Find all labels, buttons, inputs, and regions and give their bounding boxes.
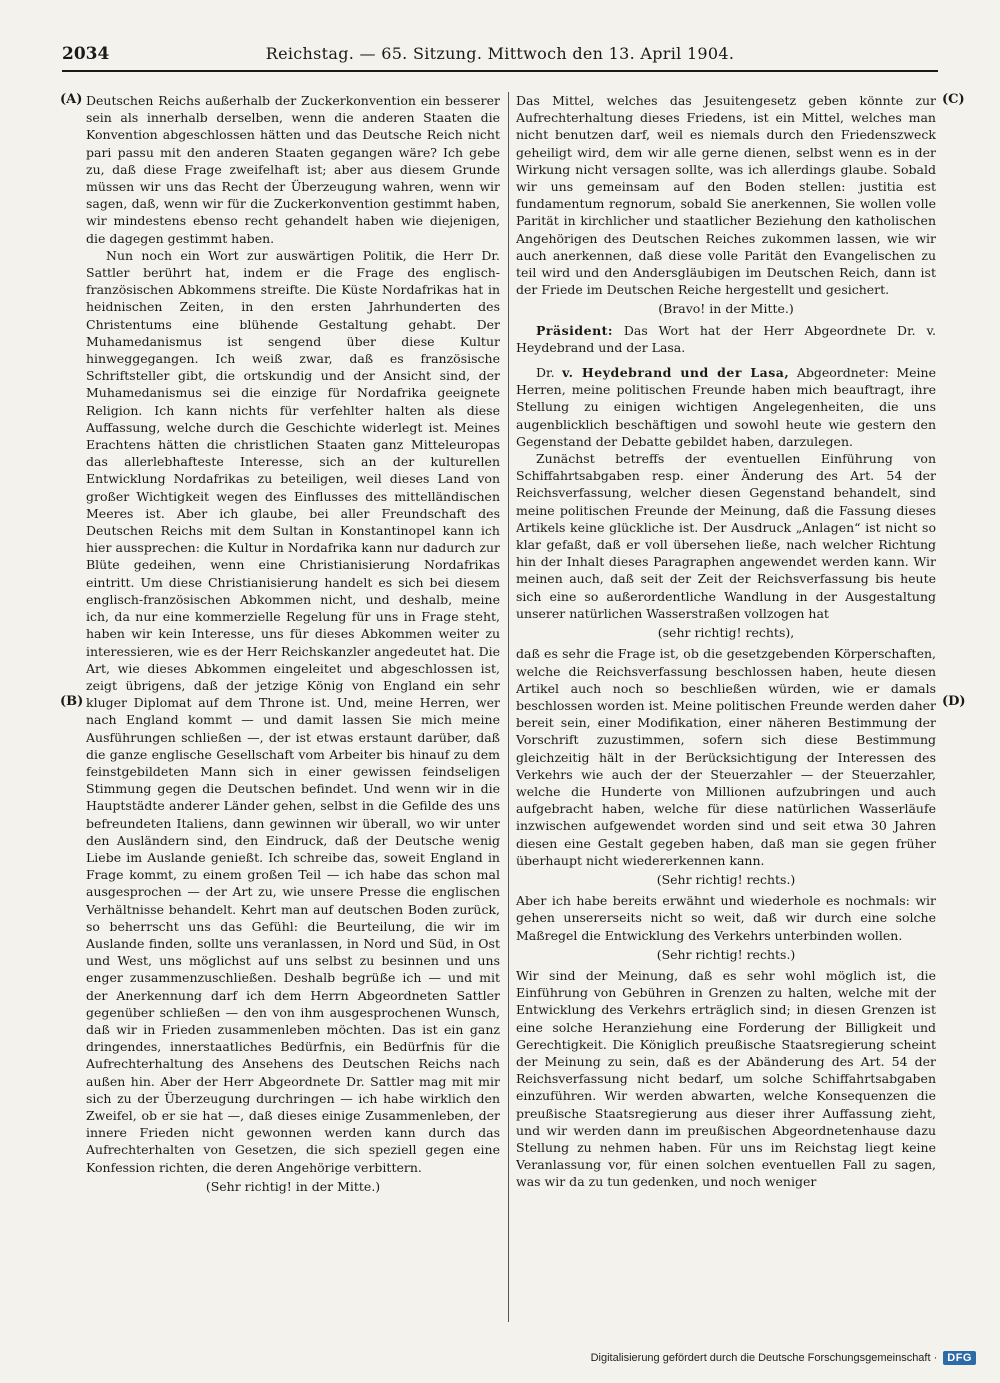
right-paragraph-1: Das Mittel, welches das Jesuitengesetz geben könnte zur Aufrechterhaltung dieses Friedens, ist ein Mittel, welches man nicht benutzen darf, weil es niemals durch den Friedenszweck geheiligt wird, dem wir alle gerne dienen, selbst wenn es in der Wirkung nicht versagen sollte, was ich allerdings glaube. Sobald wir uns gemeinsam auf den Boden stellen: justitia est fundamentum regnorum, sobald Sie anerkennen, Sie wollen volle Parität in kirchlicher und staatlicher Beziehung den katholischen Angehörigen des Deutschen Reiches zukommen lassen, wie wir auch anerkennen, daß diese volle Parität den Evangelischen zu teil wird und den Andersgläubigen im Deutschen Reich, dann ist der Friede im Deutschen Reiche hergestellt und gesichert. [516,93,936,298]
right-applause-1: (Bravo! in der Mitte.) [658,301,794,317]
left-applause: (Sehr richtig! in der Mitte.) [205,1178,381,1194]
column-divider [508,92,509,1322]
footer-text: Digitalisierung gefördert durch die Deutsche Forschungsgemeinschaft · [590,1352,938,1364]
page-header [62,44,938,70]
left-paragraph-2: Nun noch ein Wort zur auswärtigen Politik, die Herr Dr. Sattler berührt hat, indem er die Frage des englisch-französischen Abkommens streifte. Die Küste Nordafrikas hat in heidnischen Zeiten, in den ersten Jahrhunderten des Christentums eine blühende Gestaltung gehabt. Der Muhamedanismus ist sengend über diese Kultur hinweggegangen. Ich weiß zwar, daß es französische Schriftsteller gibt, die ortskundig und der Ansicht sind, der Muhamedanismus sei die einzige für Nordafrika geeignete Religion. Ich kann nichts für verfehlter halten als diese Auffassung, welche durch die Geschichte widerlegt ist. Meines Erachtens hätten die christlichen Staaten ganz Mitteleuropas das allerlebhafteste Interesse, sich an der kulturellen Entwicklung Nordafrikas zu beteiligen, weil dieses Land von großer Wichtigkeit wegen des Einflusses des mittelländischen Meeres ist. Aber ich glaube, bei aller Freundschaft des Deutschen Reichs mit dem Sultan in Konstantinopel kann ich hier aussprechen: die Kultur in Nordafrika kann nur dadurch zur Blüte gedeihen, wenn eine Christianisierung Nordafrikas eintritt. Um diese Christianisierung handelt es sich bei diesem englisch-französischen Abkommen nicht, und deshalb, meine ich, da nur eine kommerzielle Regelung für uns in Frage steht, haben wir kein Interesse, uns für dieses Abkommen weiter zu interessieren, wie es der Herr Reichskanzler angedeutet hat. Die Art, wie dieses Abkommen eingeleitet und abgeschlossen ist, zeigt übrigens, daß der jetzige König von England ein sehr kluger Diplomat auf dem Throne ist. Und, meine Herren, wer nach England kommt — und damit lassen Sie mich meine Ausführungen schließen —, der ist etwas erstaunt darüber, daß die ganze englische Gesellschaft vom Arbeiter bis hinauf zu dem feinstgebildeten Mann sich in einer gewissen feindseligen Stimmung gegen die Deutschen befindet. Und wenn wir in die Hauptstädte anderer Länder gehen, selbst in die Gefilde des uns befreundeten Italiens, dann gewinnen wir überall, wo wir unter den Ausländern sind, den Eindruck, daß der Deutsche wenig Liebe im Auslande genießt. Ich schreibe das, soweit England in Frage kommt, zu einem großen Teil — ich habe das schon mal ausgesprochen — der Art zu, wie unsere Presse die englischen Verhältnisse behandelt. Kehrt man auf deutschen Boden zurück, so beherrscht uns das Gefühl: die Beurteilung, die wir im Auslande finden, sollte uns veranlassen, in Nord und Süd, in Ost und West, uns möglichst auf uns selbst zu besinnen und uns enger zusammenzuschließen. Deshalb begrüße ich — und mit der Anerkennung darf ich dem Herrn Abgeordneten Sattler gegenüber schließen — den von ihm ausgesprochenen Wunsch, daß wir in Frieden zusammenleben möchten. Das ist ein ganz dringendes, innerstaatliches Bedürfnis, ein Bedürfnis für die Aufrechterhaltung des Ansehens des Deutschen Reichs nach außen hin. Aber der Herr Abgeordnete Dr. Sattler mag mit mir sich zu der Überzeugung durchringen — ich habe wirklich den Zweifel, ob er sie hat —, daß dieses einige Zusammenleben, der innere Frieden nicht gewonnen werden kann durch das Aufrechterhalten von Gesetzen, die sich speziell gegen eine Konfession richten, die deren Angehörige verbittern. [86,247,500,1175]
president-label: Präsident: [536,322,614,338]
page-title: Reichstag. — 65. Sitzung. Mittwoch den 13. April 1904. [265,44,735,63]
right-applause-2: (sehr richtig! rechts), [657,625,795,641]
right-paragraph-4: Aber ich habe bereits erwähnt und wiederhole es nochmals: wir gehen unsererseits nicht so weit, daß wir durch eine solche Maßregel die Entwicklung des Verkehrs unterbinden wollen. [516,893,936,943]
margin-marker-c: (C) [942,92,965,107]
right-paragraph-5: Wir sind der Meinung, daß es sehr wohl möglich ist, die Einführung von Gebühren in Grenzen zu halten, welche mit der Entwicklung des Verkehrs erträglich sind; in diesen Grenzen ist eine solche Heranziehung eine Forderung der Billigkeit und Gerechtigkeit. Die Königlich preußische Staatsregierung scheint der Meinung zu sein, daß es der Abänderung des Art. 54 der Reichsverfassung nicht bedarf, um solche Schiffahrtsabgaben einzuführen. Wir werden abwarten, welche Konsequenzen die preußische Staatsregierung aus dieser ihrer Auffassung zieht, und wir werden dann im preußischen Abgeordnetenhause dazu Stellung zu nehmen haben. Für uns im Reichstag liegt keine Veranlassung vor, für einen solchen eventuellen Fall zu sagen, was wir da zu tun gedenken, und noch weniger [516,967,936,1190]
header-rule [62,70,938,72]
speaker-text: Abgeordneter: Meine Herren, meine politischen Freunde haben mich beauftragt, ihre Stellung zu einigen wichtigen Angelegenheiten, die uns augenblicklich beschäftigen und sowohl heute wie gestern den Gegenstand der Debatte gebildet haben, darzulegen. [516,365,936,449]
speaker-prefix: Dr. [536,365,555,381]
president-text: Das Wort hat der Herr Abgeordnete Dr. v. Heydebrand und der Lasa. [516,322,936,355]
right-paragraph-2: Zunächst betreffs der eventuellen Einführung von Schiffahrtsabgaben resp. einer Änderung des Art. 54 der Reichsverfassung, welcher diesen Gegenstand behandelt, sind meine politischen Freunde der Meinung, daß die Fassung dieses Artikels keine glückliche ist. Der Ausdruck „Anlagen“ ist nicht so klar gefaßt, daß er voll übersehen ließe, nach welcher Richtung hin der Inhalt dieses Paragraphen angewendet werden kann. Wir meinen auch, daß seit der Zeit der Reichsverfassung bis heute sich eine so außerordentliche Wandlung in der Ausgestaltung unserer natürlichen Wasserstraßen vollzogen hat [516,451,936,621]
president-statement [516,322,936,356]
right-column [516,92,936,1322]
right-applause-3: (Sehr richtig! rechts.) [656,871,796,887]
speaker-intro [516,364,936,450]
footer-credit [591,1351,976,1365]
margin-marker-b: (B) [60,694,84,709]
left-column [86,92,500,1322]
left-paragraph-1: Deutschen Reichs außerhalb der Zuckerkonvention ein besserer sein als innerhalb derselben, wenn die anderen Staaten die Konvention abgeschlossen hätten und das Deutsche Reich nicht pari passu mit den anderen Staaten gegangen wäre? Ich gebe zu, daß diese Frage zweifelhaft ist; aber aus diesem Grunde müssen wir uns das Recht der Überzeugung wahren, wenn wir sagen, daß, wenn wir für die Zuckerkonvention gestimmt haben, wir mindestens ebenso recht gehandelt haben wie diejenigen, die dagegen gestimmt haben. [86,93,500,246]
speaker-name: v. Heydebrand und der Lasa, [562,365,790,381]
margin-marker-d: (D) [942,694,966,709]
page-number: 2034 [62,44,110,64]
right-paragraph-3: daß es sehr die Frage ist, ob die gesetzgebenden Körperschaften, welche die Reichsverfassung beschlossen haben, heute diesen Artikel auch noch so beschließen würden, wie er damals beschlossen worden ist. Meine politischen Freunde werden daher bereit sein, einer Modifikation, einer näheren Bestimmung der Vorschrift zuzustimmen, sofern sich diese Bestimmung gleichzeitig hält in der Berücksichtigung der Interessen des Verkehrs wie auch der der Steuerzahler — der Steuerzahler, welche die Hunderte von Millionen aufzubringen und auch aufgebracht haben, welche für diese natürlichen Wasserläufe inzwischen aufgewendet worden sind und seit etwa 30 Jahren diesen eine Gestalt gegeben haben, daß man sie gegen früher überhaupt nicht wiedererkennen kann. [516,646,936,868]
right-applause-4: (Sehr richtig! rechts.) [656,946,796,962]
dfg-logo: DFG [943,1351,976,1365]
margin-marker-a: (A) [60,92,83,107]
